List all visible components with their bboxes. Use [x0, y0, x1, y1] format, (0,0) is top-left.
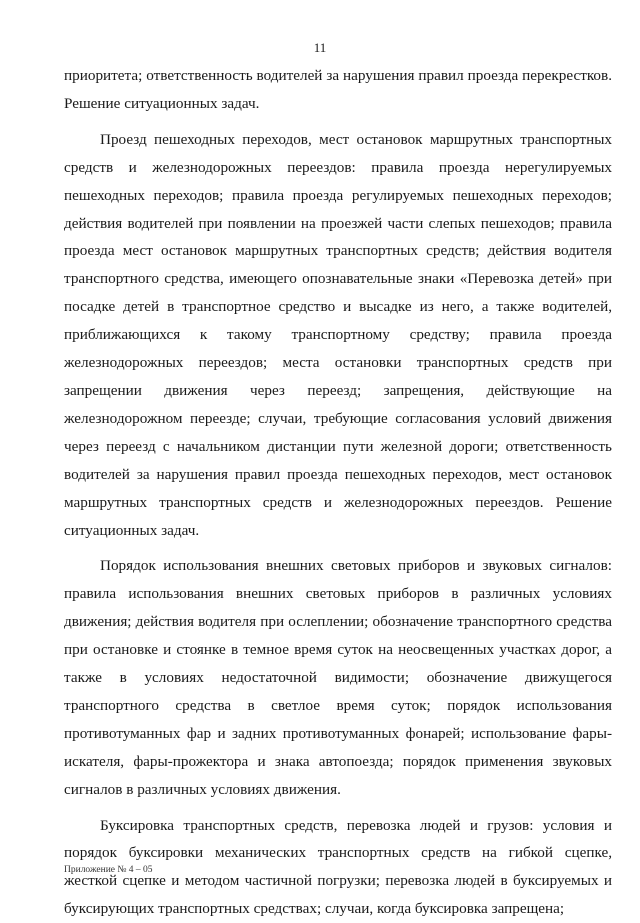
page-number: 11	[313, 40, 327, 55]
paragraph-lights-and-signals: Порядок использования внешних световых приборов и звуковых сигналов: правила использования внешних световых приборов в различных условиях движения; действия водителя при ослеплении; обозначение транспортного средства при остановке и стоянке в темное время суток на неосвещенных участках дорог, а также в условиях недостаточной видимости; обозначение движущегося транспортного средства в светлое время суток; порядок использования противотуманных фар и задних противотуманных фонарей; использование фары-искателя, фары-прожектора и знака автопоезда; порядок применения звуковых сигналов в различных условиях движения.	[64, 557, 612, 798]
footer-appendix-label: Приложение № 4 – 05	[64, 865, 153, 875]
paragraph-continuation: приоритета; ответственность водителей за нарушения правил проезда перекрестков. Решение ситуационных задач.	[64, 67, 612, 112]
document-body	[64, 62, 612, 923]
paragraph-pedestrian-crossings: Проезд пешеходных переходов, мест остановок маршрутных транспортных средств и железнодорожных переездов: правила проезда нерегулируемых пешеходных переходов; правила проезда регулируемых пешеходных переходов; действия водителей при появлении на проезжей части слепых пешеходов; правила проезда мест остановок маршрутных транспортных средств; действия водителя транспортного средства, имеющего опознавательные знаки «Перевозка детей» при посадке детей в транспортное средство и высадке из него, а также водителей, приближающихся к такому транспортному средству; правила проезда железнодорожных переездов; места остановки транспортных средств при запрещении движения через переезд; запрещения, действующие на железнодорожном переезде; случаи, требующие согласования условий движения через переезд с начальником дистанции пути железной дороги; ответственность водителей за нарушения правил проезда пешеходных переходов, мест остановок маршрутных транспортных средств и железнодорожных переездов. Решение ситуационных задач.	[64, 130, 612, 539]
paragraph-towing-and-transport: Буксировка транспортных средств, перевозка людей и грузов: условия и порядок буксировки механических транспортных средств на гибкой сцепке, жесткой сцепке и методом частичной погрузки; перевозка людей в буксируемых и буксирующих транспортных средствах; случаи, когда буксировка запрещена;	[64, 816, 612, 918]
